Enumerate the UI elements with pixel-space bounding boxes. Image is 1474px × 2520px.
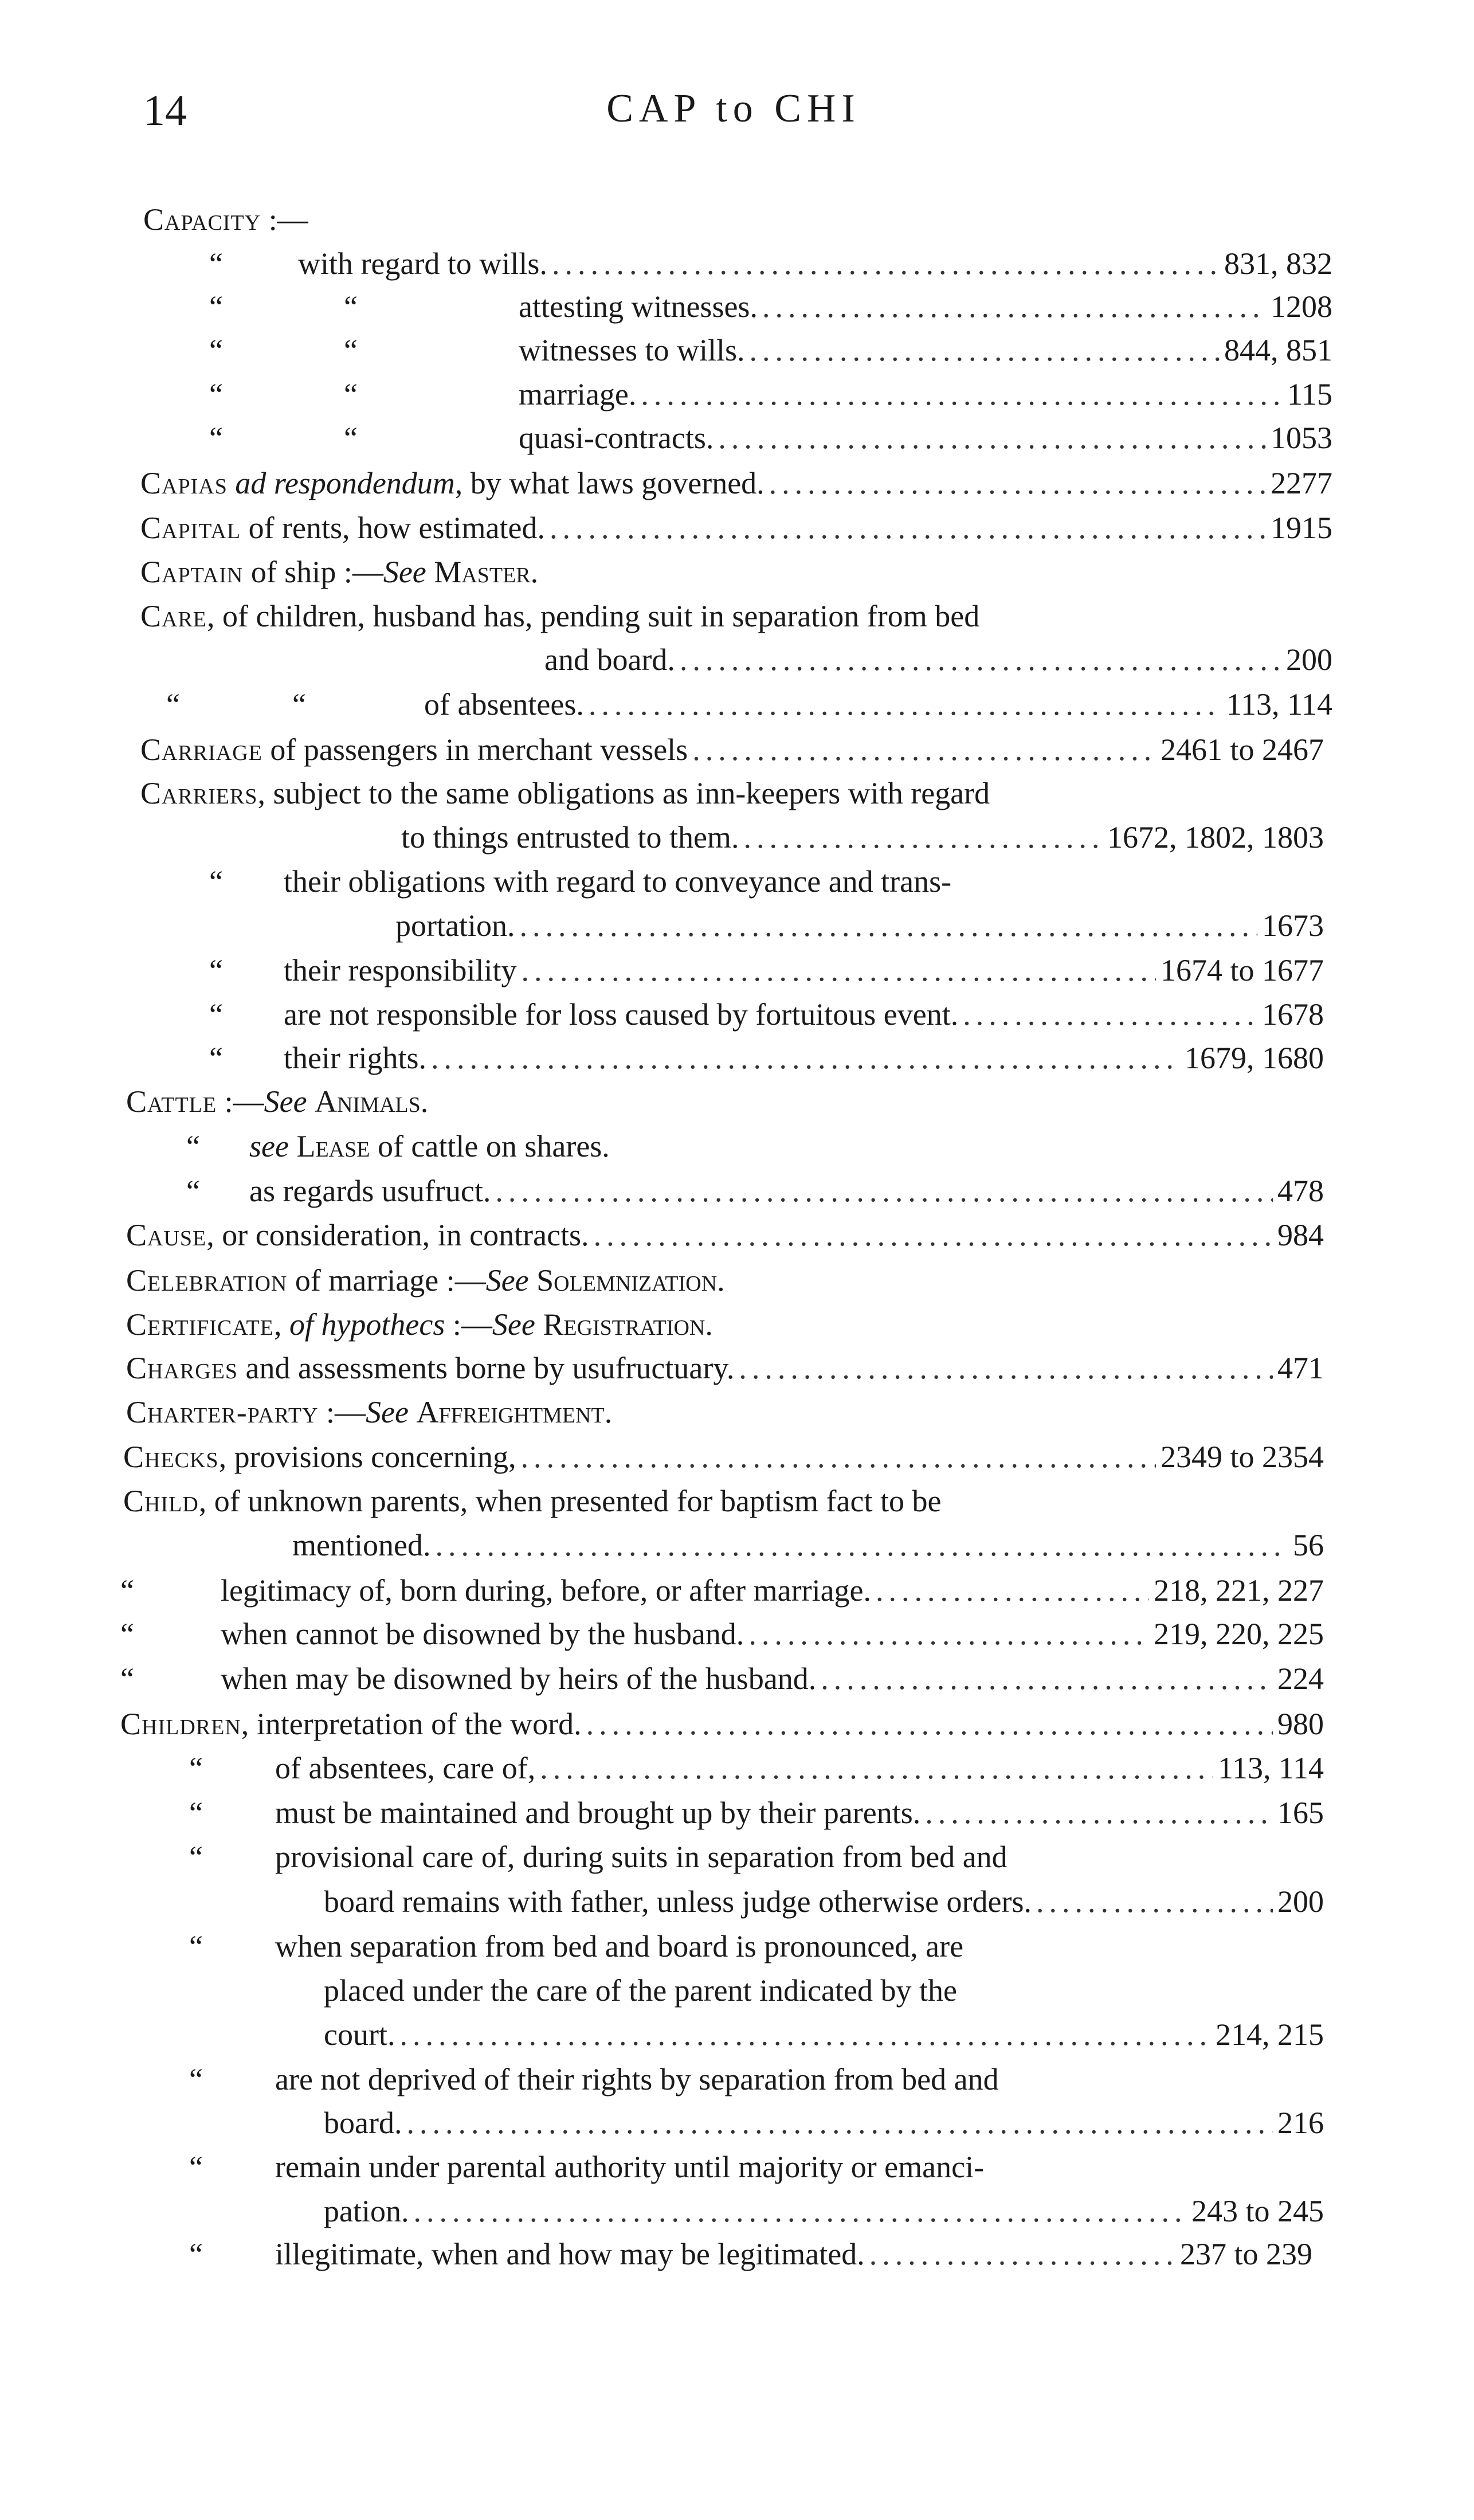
entry-text: , provisions concerning,	[218, 1440, 516, 1474]
ditto-mark: “	[344, 289, 358, 324]
entry-text: board.	[324, 2106, 402, 2140]
leader-dots	[769, 461, 1266, 505]
ditto-mark: “	[209, 421, 223, 455]
leader-dots	[413, 2189, 1187, 2233]
entry-text: when cannot be disowned by the husband.	[221, 1617, 744, 1651]
article-reference: 224	[1277, 1661, 1324, 1696]
ditto-mark: “	[209, 377, 223, 411]
index-line	[126, 1303, 713, 1346]
index-heading: Celebration	[126, 1263, 288, 1298]
index-heading: Carriers	[140, 776, 258, 810]
article-reference: 1915	[1271, 511, 1332, 545]
page-header	[132, 86, 1335, 149]
index-line	[120, 1569, 1324, 1612]
entry-text: , of hypothecs :—See Registration.	[273, 1307, 713, 1342]
index-line	[140, 771, 990, 815]
ditto-mark: “	[209, 953, 223, 987]
article-reference: 984	[1277, 1218, 1324, 1252]
entry-text: marriage.	[519, 377, 637, 411]
entry-text: , interpretation of the word.	[241, 1707, 582, 1741]
leader-dots	[406, 2101, 1273, 2145]
leader-dots	[876, 1569, 1149, 1612]
index-line	[123, 1435, 1324, 1479]
index-heading: Cause	[126, 1218, 207, 1252]
leader-dots	[748, 1612, 1149, 1656]
ditto-mark: “	[189, 2150, 203, 2184]
entry-text: , of unknown parents, when presented for baptism fact to be	[198, 1484, 942, 1518]
leader-dots	[821, 1657, 1273, 1700]
entry-text: , of children, husband has, pending suit in separation from bed	[207, 599, 980, 633]
article-reference: 471	[1277, 1351, 1324, 1385]
index-heading: Checks	[123, 1440, 219, 1474]
leader-dots	[1036, 1880, 1273, 1923]
index-line	[189, 1925, 963, 1968]
entry-text: of passengers in merchant vessels	[262, 732, 688, 767]
index-heading: Capias	[140, 466, 228, 500]
entry-text: attesting witnesses.	[519, 289, 758, 324]
article-reference: 980	[1277, 1707, 1324, 1741]
index-heading: Capital	[140, 511, 241, 545]
index-line	[324, 2013, 1324, 2056]
ditto-mark: “	[189, 1929, 203, 1964]
ditto-mark: “	[120, 1617, 134, 1651]
article-reference: 844, 851	[1224, 333, 1332, 367]
entry-text: court.	[324, 2017, 395, 2052]
entry-text: of absentees, care of,	[275, 1751, 536, 1785]
index-line	[189, 2057, 999, 2101]
leader-dots	[521, 1435, 1156, 1479]
leader-dots	[519, 904, 1257, 947]
entry-text: and assessments borne by usufructuary.	[238, 1351, 735, 1385]
index-line	[166, 683, 1332, 726]
leader-dots	[718, 416, 1266, 460]
entry-text: their obligations with regard to conveyance and trans-	[284, 864, 952, 899]
entry-text: legitimacy of, born during, before, or after marriage.	[221, 1573, 872, 1608]
entry-text: to things entrusted to them.	[401, 820, 739, 855]
index-line	[209, 993, 1324, 1036]
index-line	[140, 728, 1324, 771]
index-line	[292, 1523, 1324, 1567]
article-reference: 113, 114	[1218, 1751, 1324, 1785]
index-line	[140, 594, 979, 638]
entry-text: :—	[261, 202, 308, 237]
index-heading: Cattle	[126, 1084, 217, 1119]
entry-text: of rents, how estimated.	[241, 511, 545, 545]
article-reference: 2349 to 2354	[1160, 1440, 1324, 1474]
leader-dots	[552, 242, 1220, 285]
entry-text: mentioned.	[292, 1528, 431, 1562]
leader-dots	[431, 1036, 1180, 1080]
article-reference: 115	[1287, 377, 1332, 411]
index-line	[209, 949, 1324, 992]
entry-text: when separation from bed and board is pronounced, are	[275, 1929, 964, 1964]
index-line	[401, 816, 1324, 859]
article-reference: 831, 832	[1224, 246, 1332, 281]
entry-text: their rights.	[284, 1041, 426, 1075]
article-reference: 1673	[1262, 908, 1324, 943]
ditto-mark: “	[120, 1573, 134, 1608]
leader-dots	[692, 728, 1156, 771]
article-reference: 165	[1277, 1796, 1324, 1830]
index-line	[143, 198, 308, 241]
leader-dots	[869, 2232, 1175, 2276]
index-line	[120, 1702, 1324, 1746]
leader-dots	[399, 2013, 1211, 2056]
leader-dots	[495, 1169, 1273, 1213]
ditto-mark: “	[189, 1796, 203, 1830]
index-line	[126, 1213, 1324, 1257]
index-heading: Charter-party	[126, 1395, 319, 1429]
ditto-mark: “	[186, 1129, 200, 1163]
index-line	[120, 1657, 1324, 1700]
index-line	[126, 1346, 1324, 1390]
index-line	[123, 1479, 941, 1523]
entry-text: remain under parental authority until majority or emanci-	[275, 2150, 985, 2184]
article-reference: 243 to 245	[1191, 2194, 1324, 2228]
index-line	[324, 2189, 1324, 2233]
article-reference: 1208	[1271, 289, 1332, 324]
index-line	[186, 1169, 1324, 1213]
entry-text: ad respondendum, by what laws governed.	[235, 466, 765, 500]
leader-dots	[925, 1791, 1273, 1835]
ditto-mark: “	[166, 687, 180, 722]
entry-text: , subject to the same obligations as inn-keepers with regard	[257, 776, 990, 810]
index-line	[126, 1080, 428, 1123]
article-reference: 214, 215	[1216, 2017, 1324, 2052]
entry-text: :—See Affreightment.	[318, 1395, 613, 1429]
ditto-mark: “	[189, 1840, 203, 1874]
article-reference: 1679, 1680	[1185, 1041, 1324, 1075]
entry-text: illegitimate, when and how may be legitimated.	[275, 2237, 865, 2271]
index-line	[209, 373, 1332, 416]
ditto-mark: “	[189, 2062, 203, 2096]
index-line	[324, 2101, 1324, 2145]
article-reference: 2277	[1271, 466, 1332, 500]
ditto-mark: “	[209, 997, 223, 1032]
index-line	[140, 461, 1332, 505]
index-line	[209, 242, 1332, 285]
article-reference: 1674 to 1677	[1160, 953, 1324, 987]
entry-text: board remains with father, unless judge otherwise orders.	[324, 1884, 1032, 1919]
entry-text: of absentees.	[424, 687, 584, 722]
index-line	[140, 550, 538, 594]
leader-dots	[435, 1523, 1288, 1567]
index-heading: Care	[140, 599, 207, 633]
entry-text: portation.	[395, 908, 515, 943]
entry-text: placed under the care of the parent indicated by the	[324, 1973, 957, 2008]
index-line	[189, 2232, 1312, 2276]
index-line	[126, 1259, 725, 1302]
index-line	[189, 1835, 1008, 1879]
leader-dots	[589, 683, 1222, 726]
ditto-mark: “	[209, 333, 223, 367]
leader-dots	[550, 506, 1266, 550]
index-line	[189, 1746, 1324, 1790]
index-line	[186, 1124, 610, 1168]
index-heading: Capacity	[143, 202, 261, 237]
article-reference: 200	[1286, 642, 1332, 677]
leader-dots	[743, 816, 1103, 859]
article-reference: 478	[1277, 1174, 1324, 1208]
ditto-mark: “	[209, 1041, 223, 1075]
article-reference: 2461 to 2467	[1160, 732, 1324, 767]
index-line	[209, 285, 1332, 328]
index-line	[189, 2145, 984, 2189]
entry-text: of marriage :—See Solemnization.	[287, 1263, 725, 1298]
leader-dots	[641, 373, 1283, 416]
index-line	[209, 328, 1332, 372]
index-line	[209, 860, 951, 903]
ditto-mark: “	[344, 421, 358, 455]
entry-text: see Lease of cattle on shares.	[249, 1129, 610, 1163]
entry-text: are not responsible for loss caused by fortuitous event.	[284, 997, 959, 1032]
ditto-mark: “	[209, 289, 223, 324]
index-line	[140, 506, 1332, 550]
running-head: CAP to CHI	[606, 87, 861, 131]
article-reference: 113, 114	[1226, 687, 1332, 722]
index-heading: Children	[120, 1707, 241, 1741]
index-heading: Charges	[126, 1351, 238, 1385]
entry-text: provisional care of, during suits in separation from bed and	[275, 1840, 1008, 1874]
index-line	[126, 1390, 612, 1434]
leader-dots	[594, 1213, 1273, 1257]
index-line	[544, 638, 1332, 681]
ditto-mark: “	[120, 1661, 134, 1696]
index-line	[324, 1969, 957, 2012]
entry-text: with regard to wills.	[298, 246, 547, 281]
entry-text: are not deprived of their rights by separation from bed and	[275, 2062, 999, 2096]
leader-dots	[586, 1702, 1273, 1746]
leader-dots	[680, 638, 1281, 681]
index-line	[189, 1791, 1324, 1835]
entry-text: when may be disowned by heirs of the husband.	[221, 1661, 817, 1696]
index-line	[324, 1880, 1324, 1923]
leader-dots	[739, 1346, 1273, 1390]
entry-text: their responsibility	[284, 953, 517, 987]
leader-dots	[750, 328, 1220, 372]
entry-text: , or consideration, in contracts.	[206, 1218, 589, 1252]
ditto-mark: “	[189, 2237, 203, 2271]
article-reference: 1672, 1802, 1803	[1107, 820, 1324, 855]
article-reference: 216	[1277, 2106, 1324, 2140]
index-heading: Certificate	[126, 1307, 274, 1342]
entry-text: as regards usufruct.	[249, 1174, 491, 1208]
leader-dots	[963, 993, 1257, 1036]
article-reference: 200	[1277, 1884, 1324, 1919]
ditto-mark: “	[209, 864, 223, 899]
article-reference: 1053	[1271, 421, 1332, 455]
entry-text: must be maintained and brought up by their parents.	[275, 1796, 921, 1830]
page-number: 14	[143, 87, 187, 135]
article-reference: 219, 220, 225	[1154, 1617, 1324, 1651]
ditto-mark: “	[189, 1751, 203, 1785]
leader-dots	[540, 1746, 1213, 1790]
index-line	[395, 904, 1324, 947]
index-line	[209, 1036, 1324, 1080]
index-line	[120, 1612, 1324, 1656]
entry-text: of ship :—See Master.	[243, 555, 539, 589]
article-reference: 1678	[1262, 997, 1324, 1032]
ditto-mark: “	[292, 687, 306, 722]
ditto-mark: “	[344, 333, 358, 367]
leader-dots	[521, 949, 1156, 992]
index-line	[209, 416, 1332, 460]
entry-text: pation.	[324, 2194, 409, 2228]
entry-text: witnesses to wills.	[519, 333, 745, 367]
ditto-mark: “	[186, 1174, 200, 1208]
index-heading: Carriage	[140, 732, 262, 767]
index-heading: Child	[123, 1484, 199, 1518]
entry-text: :—See Animals.	[217, 1084, 429, 1119]
article-reference: 56	[1293, 1528, 1324, 1562]
article-reference: 237 to 239	[1179, 2237, 1312, 2271]
entry-text: quasi-contracts.	[519, 421, 714, 455]
index-heading: Captain	[140, 555, 244, 589]
leader-dots	[762, 285, 1266, 328]
article-reference: 218, 221, 227	[1154, 1573, 1324, 1608]
ditto-mark: “	[209, 246, 223, 281]
ditto-mark: “	[344, 377, 358, 411]
entry-text: and board.	[544, 642, 675, 677]
